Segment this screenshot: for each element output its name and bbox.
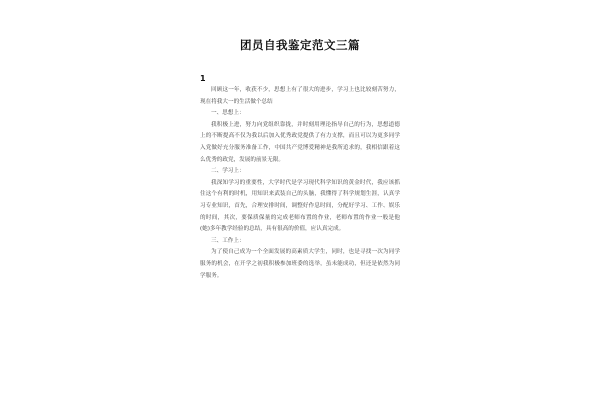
thought-paragraph: 我积极上进，努力向党组织靠拢，并时刻用理论指导自己的行为，思想道德上的不断提高不仅为我以后加入优秀政党提供了有力支撑，而且可以为更多同学入党做好充分服务准备工作，中国共产党博爱精神是我所追求的，我相信跟着这么优秀的政党，发展的前景无限。	[200, 121, 400, 163]
section-heading-study: 二、学习上：	[211, 168, 245, 175]
intro-paragraph: 回顾这一年，收获不少，思想上有了很大的进步，学习上也比较刻苦努力，现在将我大一的生活做个总结	[200, 87, 400, 105]
section-heading-work: 三、工作上：	[211, 237, 245, 244]
work-paragraph: 为了使自己成为一个全面发展的高素质大学生，同时，也是寻找一次为同学服务的机会，在开学之初我积极参加班委的选举，虽未能成功，但还是依然为同学服务。	[200, 249, 400, 279]
document-title: 团员自我鉴定范文三篇	[240, 38, 360, 52]
study-paragraph: 我深知学习的重要性，大学时代是学习现代科学知识的黄金时代，我应该抓住这个有利的时机，用知识来武装自己的头脑，我懂得了科学规划生涯，认真学习专业知识，首先，合理安排时间，调整好作息时间，分配好学习、工作、娱乐的时间，其次，要保质保量的完成老师布置的作业，老师布置的作业一般是他(她)多年教学经验的总结，具有很高的价值，应认真完成。	[200, 179, 400, 233]
document-body	[200, 85, 400, 282]
section-number: 1	[200, 74, 206, 83]
section-heading-thought: 一、思想上：	[211, 110, 245, 117]
